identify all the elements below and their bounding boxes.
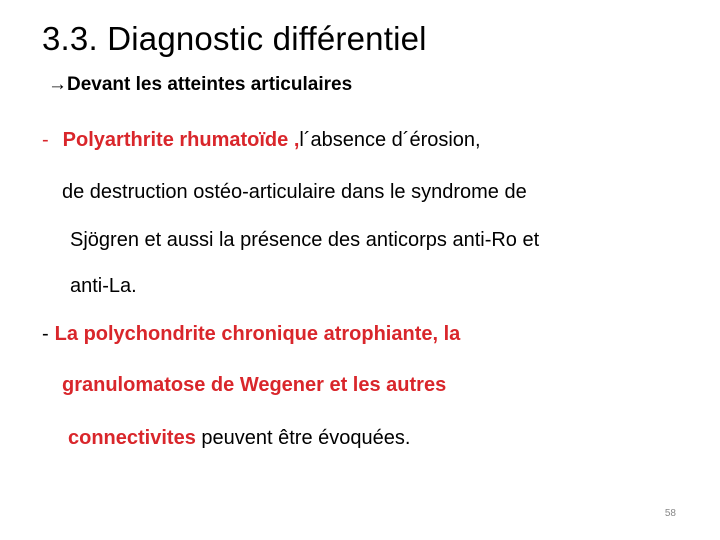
bullet-2-line-3 bbox=[68, 426, 410, 450]
slide-title: 3.3. Diagnostic différentiel bbox=[42, 20, 427, 57]
bullet-2-highlight-3: connectivites bbox=[68, 427, 196, 449]
bullet-2-line-1 bbox=[42, 322, 460, 346]
bullet-1-dash: - bbox=[42, 129, 49, 151]
bullet-1-line-3: Sjögren et aussi la présence des anticorps anti-Ro et bbox=[70, 229, 540, 251]
bullet-2-dash: - bbox=[42, 323, 49, 345]
bullet-1-text: l´absence d´érosion, bbox=[299, 129, 481, 151]
page-number: 58 bbox=[664, 508, 676, 519]
slide-subtitle: →Devant les atteintes articulaires bbox=[48, 74, 353, 95]
bullet-1-line-2: de destruction ostéo-articulaire dans le syndrome de bbox=[62, 181, 527, 203]
bullet-1-line-4: anti-La. bbox=[70, 275, 137, 297]
bullet-2-highlight-1: La polychondrite chronique atrophiante, la bbox=[54, 323, 461, 345]
bullet-1-highlight: Polyarthrite rhumatoïde , bbox=[62, 129, 300, 151]
bullet-1-line-1 bbox=[42, 128, 481, 152]
bullet-2-line-2: granulomatose de Wegener et les autres bbox=[62, 374, 447, 396]
bullet-2-text: peuvent être évoquées. bbox=[195, 427, 411, 449]
